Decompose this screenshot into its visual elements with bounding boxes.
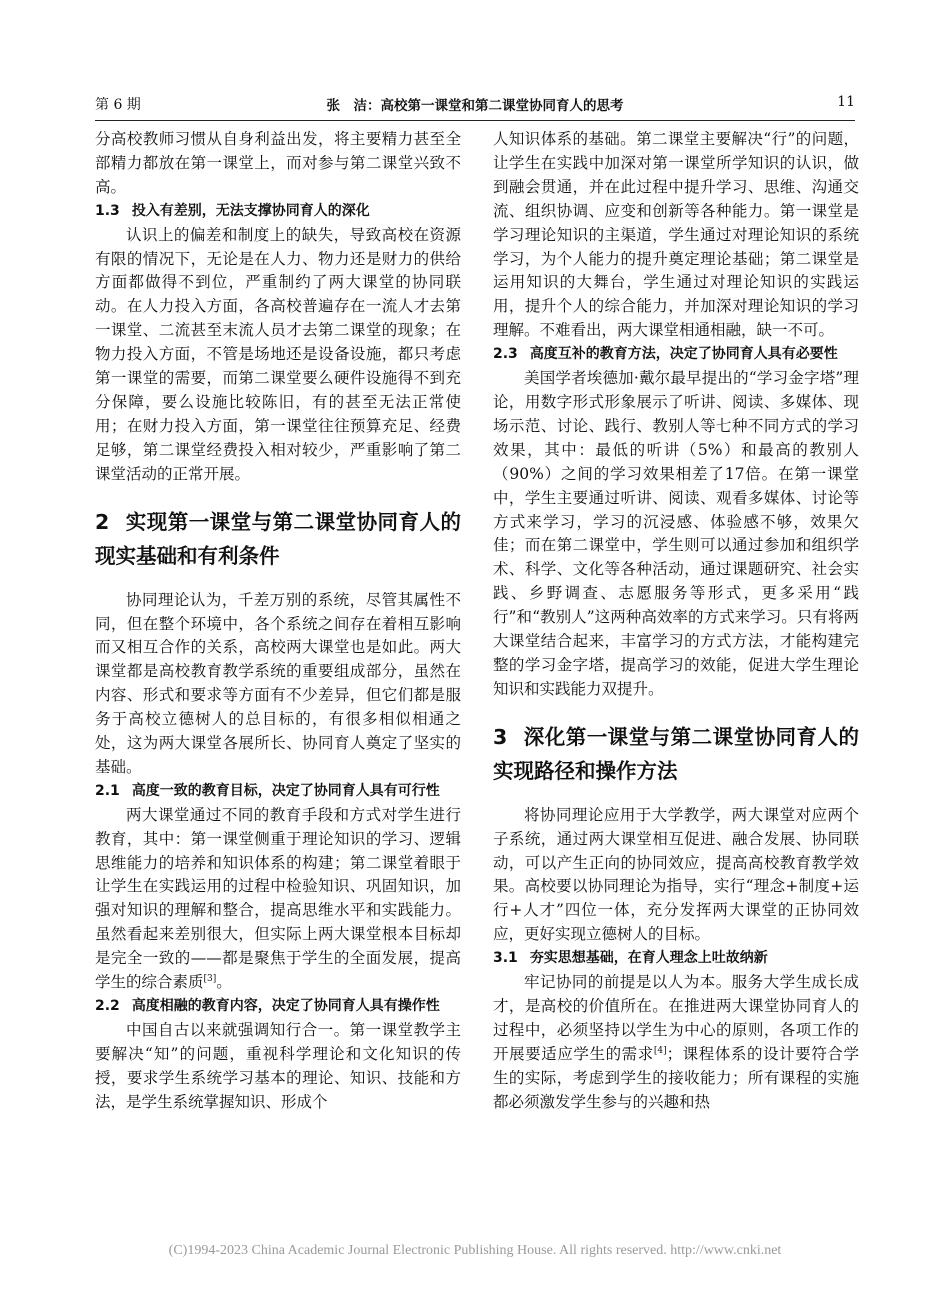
copyright-footer: (C)1994-2023 China Academic Journal Electronic Publishing House. All rights reserved. http://www.cnki.net bbox=[168, 1243, 782, 1258]
issue-number: 第 6 期 bbox=[95, 97, 141, 113]
subsection-heading-3-1 bbox=[493, 947, 859, 971]
subsection-number: 3.1 bbox=[493, 950, 518, 967]
subsection-number: 2.3 bbox=[493, 346, 518, 363]
paragraph bbox=[493, 971, 859, 1114]
running-header bbox=[95, 90, 855, 121]
subsection-title: 高度一致的教育目标，决定了协同育人具有可行性 bbox=[131, 782, 440, 799]
paragraph-end: ；课程体系的设计要符合学生的实际，考虑到学生的接收能力；所有课程的实施都必须激发学生参与的兴趣和热 bbox=[493, 1044, 859, 1111]
subsection-heading-1-3 bbox=[95, 200, 461, 224]
citation-ref: [4] bbox=[653, 1045, 667, 1056]
subsection-title: 投入有差别，无法支撑协同育人的深化 bbox=[131, 202, 370, 219]
section-title: 实现第一课堂与第二课堂协同育人的现实基础和有利条件 bbox=[95, 509, 461, 568]
paragraph: 美国学者埃德加·戴尔最早提出的“学习金字塔”理论，用数字形式形象展示了听讲、阅读、多媒体、现场示范、讨论、践行、教别人等七种不同方式的学习效果，其中：最低的听讲（5%）和最高的教别人（90%）之间的学习效果相差了17倍。在第一课堂中，学生主要通过听讲、阅读、观看多媒体、讨论等方式来学习，学习的沉浸感、体验感不够，效果欠佳；而在第二课堂中，学生则可以通过参加和组织学术、科学、文化等各种活动，通过课题研究、社会实践、乡野调查、志愿服务等形式，更多采用“践行”和“教别人”这两种高效率的方式来学习。只有将两大课堂结合起来，丰富学习的方式方法，才能构建完整的学习金字塔，提高学习的效能，促进大学生理论知识和实践能力双提升。 bbox=[493, 369, 859, 698]
paragraph-continued: 人知识体系的基础。第二课堂主要解决“行”的问题，让学生在实践中加深对第一课堂所学知识的认识，做到融会贯通，并在此过程中提升学习、思维、沟通交流、组织协调、应变和创新等各种能力。第一课堂是学习理论知识的主渠道，学生通过对理论知识的系统学习，为个人能力的提升奠定理论基础；第二课堂是运用知识的大舞台，学生通过对理论知识的实践运用，提升个人的综合能力，并加深对理论知识的学习理解。不难看出，两大课堂相通相融，缺一不可。 bbox=[493, 130, 859, 340]
subsection-number: 2.1 bbox=[95, 782, 120, 799]
running-title: 张 洁：高校第一课堂和第二课堂协同育人的思考 bbox=[326, 98, 624, 114]
right-column bbox=[493, 128, 859, 1236]
paragraph bbox=[95, 804, 461, 995]
subsection-heading-2-3 bbox=[493, 343, 859, 367]
paragraph-end: 。 bbox=[216, 973, 232, 992]
subsection-title: 高度互补的教育方法，决定了协同育人具有必要性 bbox=[529, 346, 838, 363]
page-number: 11 bbox=[837, 94, 855, 110]
citation-ref: [3] bbox=[203, 974, 217, 985]
left-column bbox=[95, 128, 461, 1236]
paragraph-continued: 分高校教师习惯从自身利益出发，将主要精力甚至全部精力都放在第一课堂上，而对参与第二课堂兴致不高。 bbox=[95, 130, 461, 196]
subsection-heading-2-2 bbox=[95, 995, 461, 1019]
section-number: 2 bbox=[95, 509, 110, 534]
paragraph: 认识上的偏差和制度上的缺失，导致高校在资源有限的情况下，无论是在人力、物力还是财力的供给方面都做得不到位，严重制约了两大课堂的协同联动。在人力投入方面，各高校普遍存在一流人才去第一课堂、二流甚至末流人员才去第二课堂的现象；在物力投入方面，不管是场地还是设备设施，都只考虑第一课堂的需要，而第二课堂要么硬件设施得不到充分保障，要么设施比较陈旧，有的甚至无法正常使用；在财力投入方面，第一课堂往往预算充足、经费足够，第二课堂经费投入相对较少，严重影响了第二课堂活动的正常开展。 bbox=[95, 225, 461, 483]
subsection-number: 2.2 bbox=[95, 998, 120, 1014]
paragraph: 将协同理论应用于大学教学，两大课堂对应两个子系统，通过两大课堂相互促进、融合发展、协同联动，可以产生正向的协同效应，提高高校教育教学效果。高校要以协同理论为指导，实行“理念+制度+运行+人才”四位一体，充分发挥两大课堂的正协同效应，更好实现立德树人的目标。 bbox=[493, 805, 859, 944]
paragraph-text: 两大课堂通过不同的教育手段和方式对学生进行教育，其中：第一课堂侧重于理论知识的学习、逻辑思维能力的培养和知识体系的构建；第二课堂着眼于让学生在实践运用的过程中检验知识、巩固知识，加强对知识的理解和整合，提高思维水平和实践能力。虽然看起来差别很大，但实际上两大课堂根本目标却是完全一致的——都是聚焦于学生的全面发展，提高学生的综合素质 bbox=[95, 805, 461, 992]
section-heading-2 bbox=[95, 505, 461, 573]
section-title: 深化第一课堂与第二课堂协同育人的实现路径和操作方法 bbox=[493, 724, 859, 783]
paragraph-text: 牢记协同的前提是以人为本。服务大学生成长成才，是高校的价值所在。在推进两大课堂协同育人的过程中，必须坚持以学生为中心的原则，各项工作的开展要适应学生的需求 bbox=[493, 973, 859, 1063]
subsection-title: 高度相融的教育内容，决定了协同育人具有操作性 bbox=[131, 998, 440, 1014]
paragraph: 协同理论认为，千差万别的系统，尽管其属性不同，但在整个环境中，各个系统之间存在着相互影响而又相互合作的关系，高校两大课堂也是如此。两大课堂都是高校教育教学系统的重要组成部分，虽然在内容、形式和要求等方面有不少差异，但它们都是服务于高校立德树人的总目标的，有很多相似相通之处，这为两大课堂各展所长、协同育人奠定了坚实的基础。 bbox=[95, 590, 461, 776]
subsection-title: 夯实思想基础，在育人理念上吐故纳新 bbox=[529, 950, 768, 967]
section-number: 3 bbox=[493, 724, 508, 749]
section-heading-3 bbox=[493, 720, 859, 788]
subsection-heading-2-1 bbox=[95, 780, 461, 804]
paragraph: 中国自古以来就强调知行合一。第一课堂教学主要解决“知”的问题，重视科学理论和文化知识的传授，要求学生系统学习基本的理论、知识、技能和方法，是学生系统掌握知识、形成个 bbox=[95, 1020, 461, 1111]
subsection-number: 1.3 bbox=[95, 202, 120, 219]
